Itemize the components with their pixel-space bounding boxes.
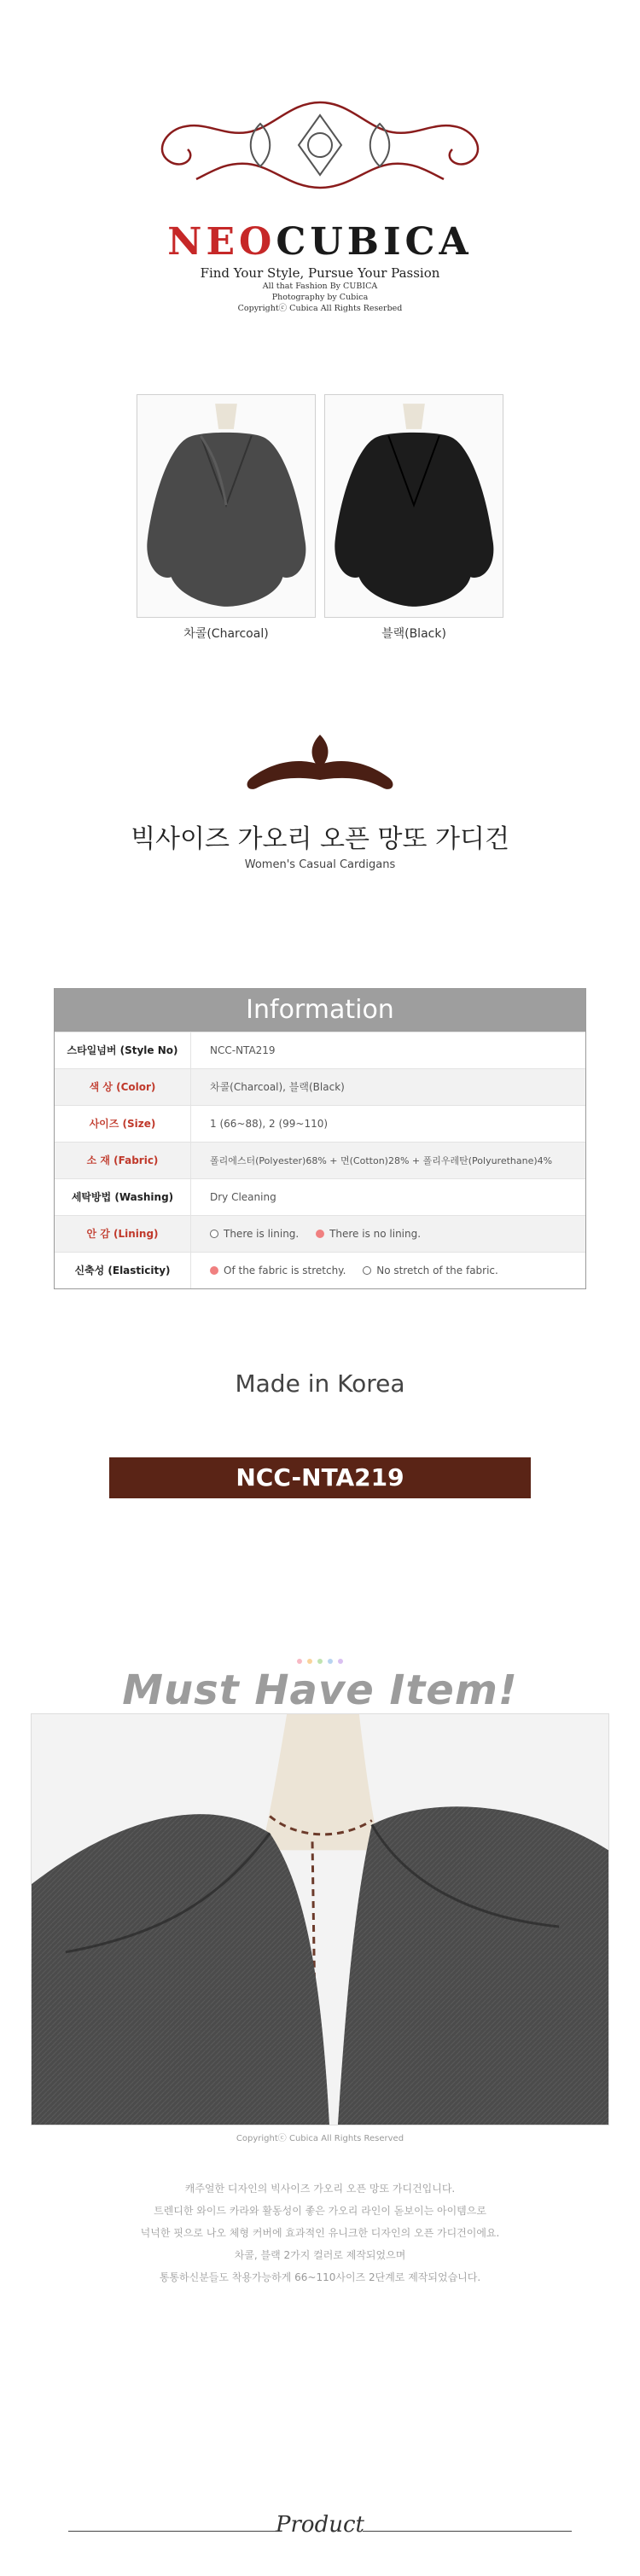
brand-block (0, 220, 640, 314)
radio-off-icon (210, 1230, 218, 1238)
row-value-color: 차콜(Charcoal), 블랙(Black) (210, 1081, 345, 1093)
table-row (55, 1142, 585, 1178)
product-subtitle: Women's Casual Cardigans (244, 858, 396, 871)
cape-charcoal-image (137, 395, 315, 617)
brand-logo: NEOCUBICA (167, 220, 473, 264)
brand-copyright: Copyrightⓒ Cubica All Rights Reserbed (237, 304, 403, 313)
row-label-style-no: 스타일넘버 (Style No) (55, 1032, 191, 1068)
row-value-elasticity (191, 1253, 585, 1288)
color-swatch-charcoal[interactable] (137, 394, 316, 618)
row-value-fabric: 폴리에스터(Polyester)68% + 면(Cotton)28% + 폴리우레탄(Polyurethane)4% (210, 1155, 553, 1166)
row-label-elasticity: 신축성 (Elasticity) (55, 1253, 191, 1288)
row-value-style-no: NCC-NTA219 (210, 1044, 276, 1056)
table-row (55, 1178, 585, 1215)
product-title: 빅사이즈 가오리 오픈 망또 가디건 (131, 824, 509, 854)
lining-option-no: There is no lining. (316, 1216, 421, 1253)
row-value-washing: Dry Cleaning (210, 1191, 276, 1203)
table-row (55, 1032, 585, 1068)
cape-black-image (325, 395, 503, 617)
elastic-option-yes: Of the fabric is stretchy. (210, 1253, 346, 1289)
collar-detail-image (32, 1714, 608, 2125)
brand-tagline: Find Your Style, Pursue Your Passion (200, 265, 440, 281)
brand-photo-credit: Photography by Cubica (271, 293, 369, 302)
row-label-fabric: 소 재 (Fabric) (55, 1143, 191, 1178)
row-label-washing: 세탁방법 (Washing) (55, 1179, 191, 1215)
description-line: 차콜, 블랙 2가지 컬러로 제작되었으며 (234, 2249, 406, 2261)
elastic-option-no: No stretch of the fabric. (363, 1253, 498, 1289)
product-description (0, 2178, 640, 2288)
table-row (55, 1068, 585, 1105)
description-line: 트렌디한 와이드 카라와 활동성이 좋은 가오리 라인이 돋보이는 아이템으로 (154, 2205, 486, 2217)
radio-on-icon (210, 1266, 218, 1275)
ornament-flourish-icon (145, 85, 495, 205)
table-row (55, 1215, 585, 1252)
row-value-lining (191, 1216, 585, 1252)
row-label-color: 색 상 (Color) (55, 1069, 191, 1105)
description-line: 넉넉한 핏으로 나오 체형 커버에 효과적인 유니크한 디자인의 오픈 가디건이에요. (140, 2227, 500, 2239)
photo-copyright: Copyrightⓒ Cubica All Rights Reserved (236, 2134, 404, 2143)
product-section-heading: Product (276, 2512, 364, 2538)
brand-credit: All that Fashion By CUBICA (262, 282, 378, 291)
must-have-heading: Must Have Item! (122, 1666, 518, 1714)
color-label-black: 블랙(Black) (381, 627, 446, 641)
color-label-charcoal: 차콜(Charcoal) (183, 627, 269, 641)
made-in-label: Made in Korea (235, 1369, 405, 1398)
radio-off-icon (363, 1266, 371, 1275)
table-row (55, 1105, 585, 1142)
row-label-lining: 안 감 (Lining) (55, 1216, 191, 1252)
information-heading: Information (55, 989, 585, 1032)
detail-photo (31, 1713, 609, 2125)
ornament-divider-icon (235, 730, 405, 799)
style-number-bar: NCC-NTA219 (109, 1457, 531, 1498)
table-row (55, 1252, 585, 1288)
colored-dots-icon (296, 1658, 344, 1665)
description-line: 통통하신분들도 착용가능하게 66~110사이즈 2단계로 제작되었습니다. (159, 2271, 481, 2283)
lining-option-yes: There is lining. (210, 1216, 299, 1253)
information-table (54, 988, 586, 1289)
description-line: 캐주얼한 디자인의 빅사이즈 가오리 오픈 망또 가디건입니다. (184, 2183, 456, 2195)
radio-on-icon (316, 1230, 324, 1238)
row-value-size: 1 (66~88), 2 (99~110) (210, 1118, 329, 1130)
color-swatch-black[interactable] (324, 394, 503, 618)
row-label-size: 사이즈 (Size) (55, 1106, 191, 1142)
